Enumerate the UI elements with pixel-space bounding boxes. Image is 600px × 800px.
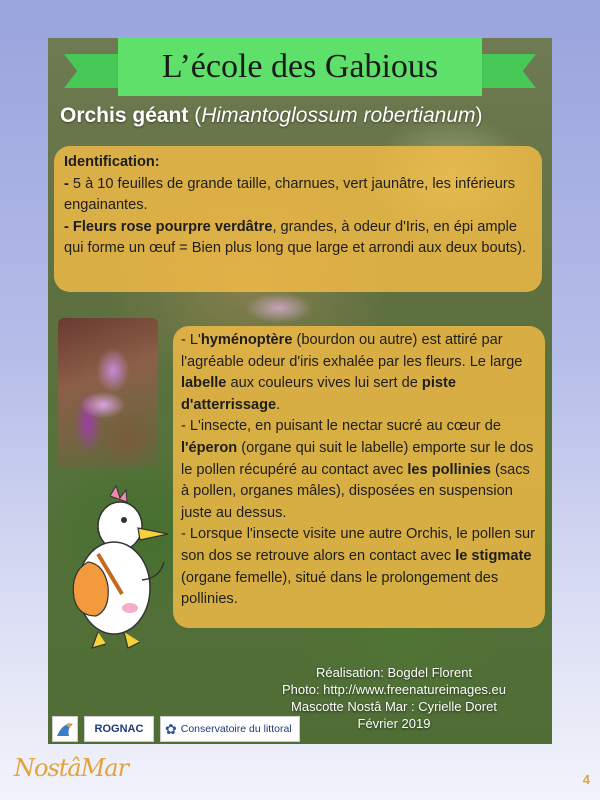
credit-author: Réalisation: Bogdel Florent [315, 665, 473, 680]
conservatoire-logo: ✿ Conservatoire du littoral [160, 716, 300, 742]
flower-spike-image [234, 288, 324, 328]
identification-leaves: - 5 à 10 feuilles de grande taille, charnues, vert jaunâtre, les inférieurs engainantes. [64, 175, 516, 214]
seagull-mascot-icon [58, 484, 178, 654]
orchid-closeup-photo [58, 318, 158, 468]
slide-title: L’école des Gabious [161, 48, 439, 85]
pollination-paragraph-3: - Lorsque l'insecte visite une autre Orchis, le pollen sur son dos se retrouve alors en contact avec le stigmate (organe femelle), situé dans le prolongement des pollinies. [181, 526, 536, 608]
nostamar-logo: NostâMar [14, 754, 129, 782]
pollination-paragraph-2: - L'insecte, en puisant le nectar sucré au cœur de l'éperon (organe qui suit le labelle) emporte sur le dos le pollen récupéré au contact avec les pollinies (sacs à pollen, organes mâles), disposées en suspension juste au dessus. [181, 418, 534, 521]
identification-box [54, 146, 542, 292]
page-number: 4 [582, 772, 590, 787]
species-title [60, 104, 550, 128]
credit-mascot: Mascotte Nostâ Mar : Cyrielle Doret [291, 699, 497, 714]
banner-ribbon-right [476, 54, 536, 88]
slide [48, 38, 552, 744]
credit-date: Février 2019 [357, 716, 431, 731]
school-logo-icon [52, 716, 78, 742]
open-paren: ( [194, 104, 202, 127]
identification-heading: Identification: [64, 154, 160, 170]
pollination-paragraph-1: - L'hyménoptère (bourdon ou autre) est attiré par l'agréable odeur d'iris exhalée par les fleurs. Le large labelle aux couleurs vives lui sert de piste d'atterrissage. [181, 332, 523, 413]
common-name: Orchis géant [60, 104, 189, 127]
conservatoire-flower-icon: ✿ [165, 720, 177, 737]
pollination-box [173, 326, 545, 628]
banner-ribbon-left [64, 54, 124, 88]
rognac-logo: ROGNAC [84, 716, 154, 742]
credit-photo: Photo: http://www.freenatureimages.eu [281, 682, 506, 697]
latin-name: Himantoglossum robertianum [201, 104, 476, 127]
close-paren: ) [475, 104, 483, 127]
identification-flowers: - Fleurs rose pourpre verdâtre, grandes, à odeur d'Iris, en épi ample qui forme un œuf = Bien plus long que large et arrondi aux deux bouts). [64, 218, 527, 257]
